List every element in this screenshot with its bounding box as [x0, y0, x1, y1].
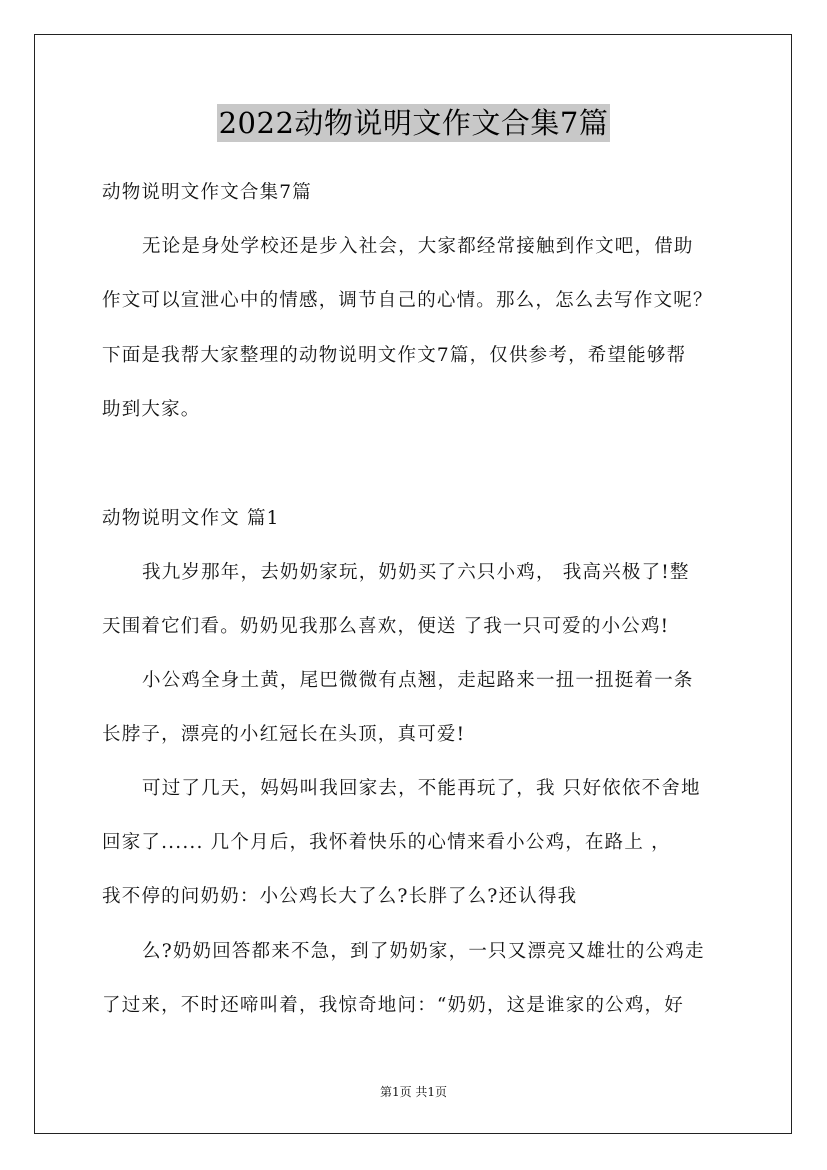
body-line-2: 天围着它们看。奶奶见我那么喜欢，便送 了我一只可爱的小公鸡! — [102, 616, 670, 637]
title-container — [0, 104, 827, 142]
intro-line-4: 助到大家。 — [102, 399, 201, 420]
section-heading: 动物说明文作文 篇1 — [102, 508, 280, 529]
body-line-1: 我九岁那年，去奶奶家玩，奶奶买了六只小鸡， 我高兴极了!整 — [142, 562, 690, 583]
intro-line-1: 无论是身处学校还是步入社会，大家都经常接触到作文吧，借助 — [142, 236, 694, 257]
body-line-3: 小公鸡全身土黄，尾巴微微有点翘，走起路来一扭一扭挺着一条 — [142, 670, 694, 691]
page-footer: 第1页 共1页 — [379, 1085, 448, 1099]
document-title: 2022动物说明文作文合集7篇 — [218, 106, 609, 140]
body-line-6: 回家了...... 几个月后，我怀着快乐的心情来看小公鸡，在路上 ， — [102, 832, 671, 853]
intro-line-3: 下面是我帮大家整理的动物说明文作文7篇，仅供参考，希望能够帮 — [102, 345, 687, 366]
body-line-5: 可过了几天，妈妈叫我回家去，不能再玩了，我 只好依依不舍地 — [142, 778, 701, 799]
intro-line-2: 作文可以宣泄心中的情感，调节自己的心情。那么，怎么去写作文呢？ — [102, 290, 713, 311]
document-subtitle: 动物说明文作文合集7篇 — [102, 182, 312, 203]
body-line-4: 长脖子，漂亮的小红冠长在头顶，真可爱! — [102, 724, 466, 745]
body-line-7: 我不停的问奶奶：小公鸡长大了么?长胖了么?还认得我 — [102, 886, 578, 907]
body-line-8: 么?奶奶回答都来不急，到了奶奶家，一只又漂亮又雄壮的公鸡走 — [142, 941, 705, 962]
body-line-9: 了过来，不时还啼叫着，我惊奇地问：“奶奶，这是谁家的公鸡，好 — [102, 995, 684, 1016]
